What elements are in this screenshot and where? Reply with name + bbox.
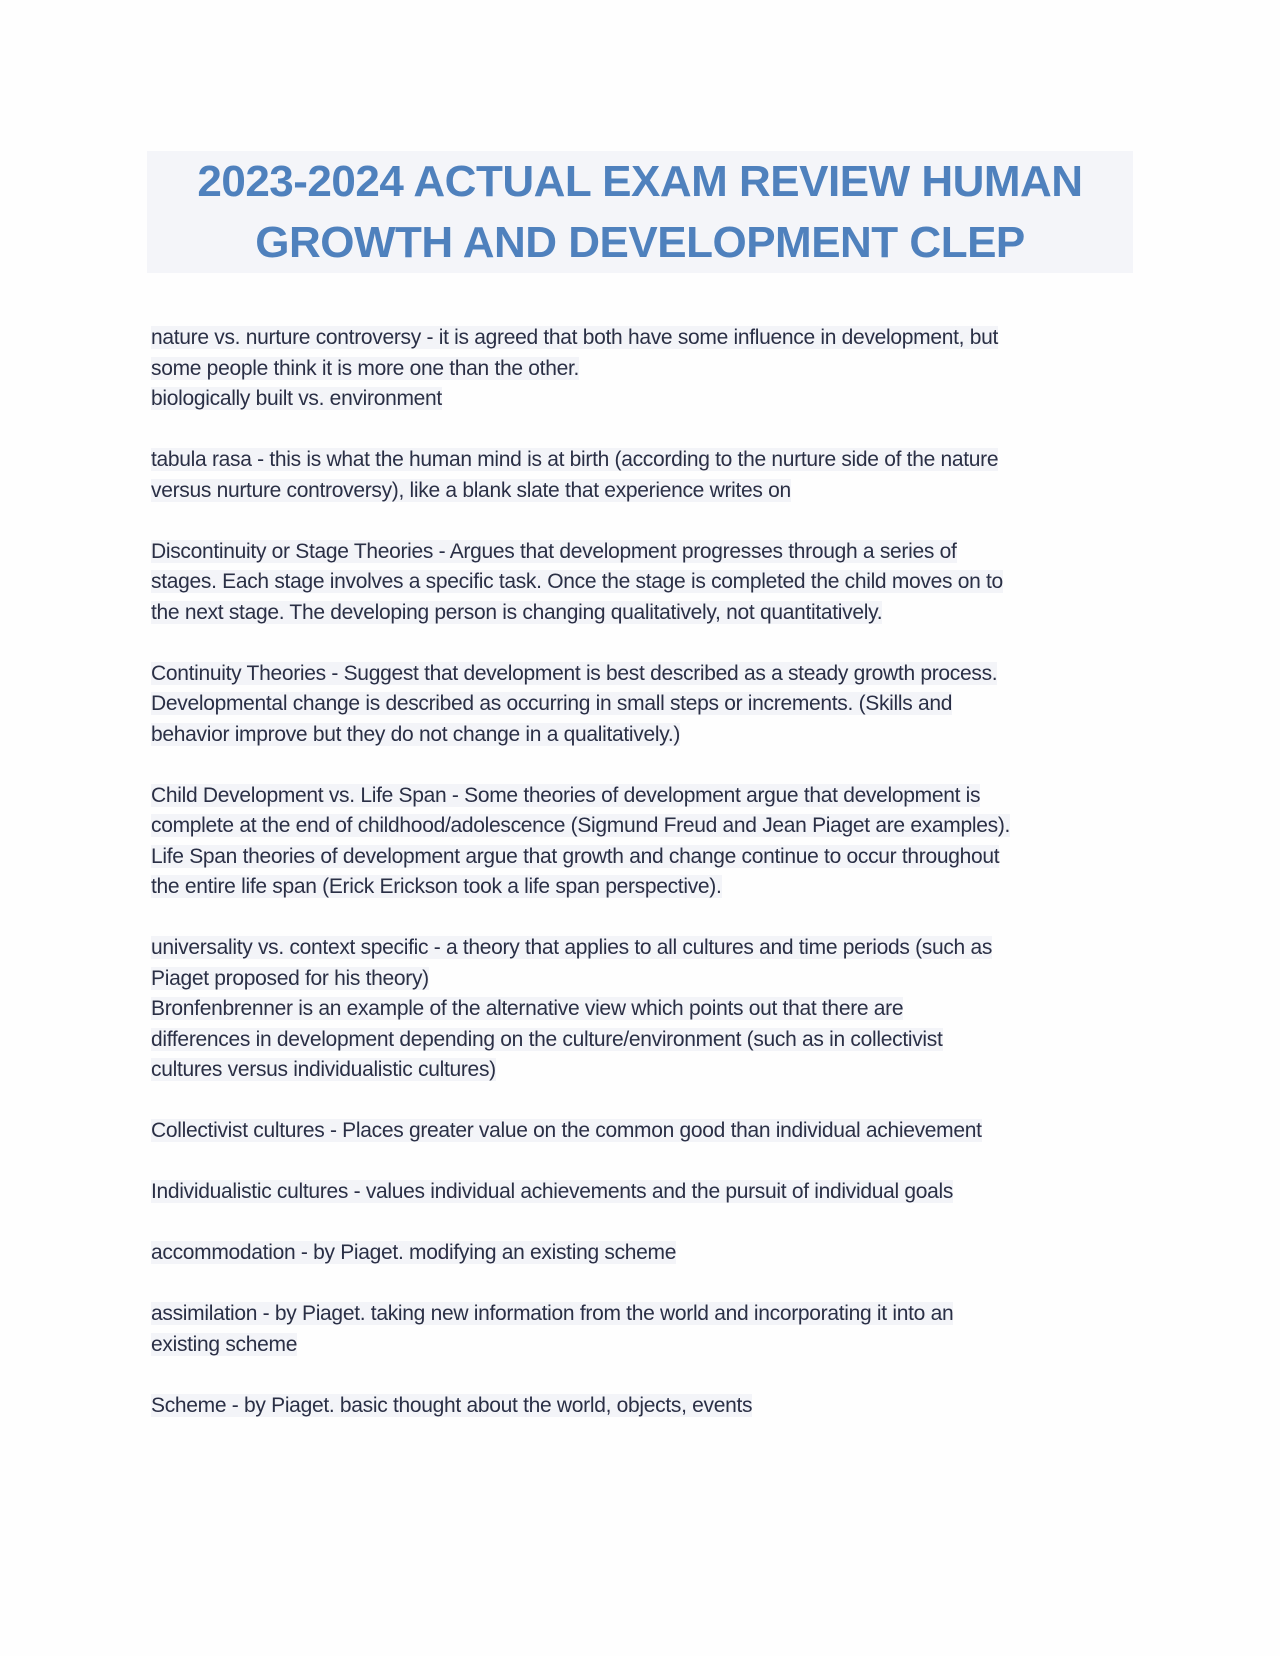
entry-text-line: complete at the end of childhood/adolescence (Sigmund Freud and Jean Piaget are examples). <box>151 814 1011 837</box>
entry-text-line: assimilation - by Piaget. taking new information from the world and incorporating it into an <box>151 1302 954 1325</box>
entry-text-line: Developmental change is described as occurring in small steps or increments. (Skills and <box>151 692 953 715</box>
entry-text-line: universality vs. context specific - a theory that applies to all cultures and time periods (such as <box>151 936 993 959</box>
entry-child-development-vs-life-span <box>151 781 1141 903</box>
entry-text-line: Individualistic cultures - values individual achievements and the pursuit of individual goals <box>151 1180 954 1203</box>
entry-text-line: biologically built vs. environment <box>151 387 442 410</box>
entry-text-line: behavior improve but they do not change in a qualitatively.) <box>151 722 681 746</box>
entry-nature-vs-nurture <box>151 323 1141 415</box>
title-line-2: GROWTH AND DEVELOPMENT CLEP <box>255 218 1025 267</box>
entry-text-line: the entire life span (Erick Erickson took a life span perspective). <box>151 875 722 898</box>
entry-text-line: Collectivist cultures - Places greater value on the common good than individual achievement <box>151 1119 982 1142</box>
entry-text-line: existing scheme <box>151 1332 298 1356</box>
entry-text-line: Bronfenbrenner is an example of the alternative view which points out that there are <box>151 997 904 1020</box>
entry-text-line: Discontinuity or Stage Theories - Argues that development progresses through a series of <box>151 539 957 563</box>
entry-collectivist-cultures <box>151 1116 1141 1147</box>
entry-individualistic-cultures <box>151 1177 1141 1208</box>
entry-text-line: differences in development depending on the culture/environment (such as in collectivist <box>151 1027 943 1051</box>
entry-text-line: stages. Each stage involves a specific task. Once the stage is completed the child moves on to <box>151 570 1003 593</box>
entry-text-line: cultures versus individualistic cultures) <box>151 1058 496 1081</box>
title-line-1: 2023-2024 ACTUAL EXAM REVIEW HUMAN <box>197 157 1083 206</box>
entry-text-line: Continuity Theories - Suggest that development is best described as a steady growth process. <box>151 661 998 685</box>
entry-text-line: versus nurture controversy), like a blank slate that experience writes on <box>151 478 791 502</box>
entry-universality-vs-context <box>151 933 1141 1086</box>
entry-text-line: tabula rasa - this is what the human mind is at birth (according to the nurture side of the nature <box>151 448 999 471</box>
document-body <box>151 323 1141 1452</box>
entry-text-line: the next stage. The developing person is changing qualitatively, not quantitatively. <box>151 600 883 624</box>
entry-text-line: Child Development vs. Life Span - Some theories of development argue that development is <box>151 783 981 807</box>
document-title <box>197 151 1082 273</box>
entry-accommodation <box>151 1238 1141 1269</box>
entry-continuity-theories <box>151 659 1141 751</box>
document-title-block <box>147 151 1133 273</box>
entry-scheme <box>151 1391 1141 1422</box>
entry-text-line: Piaget proposed for his theory) <box>151 966 429 990</box>
entry-tabula-rasa <box>151 445 1141 506</box>
entry-text-line: Life Span theories of development argue that growth and change continue to occur throughout <box>151 844 1000 868</box>
entry-assimilation <box>151 1299 1141 1360</box>
entry-text-line: Scheme - by Piaget. basic thought about the world, objects, events <box>151 1393 753 1417</box>
entry-text-line: nature vs. nurture controversy - it is agreed that both have some influence in development, but <box>151 326 998 349</box>
entry-text-line: accommodation - by Piaget. modifying an existing scheme <box>151 1241 677 1264</box>
entry-text-line: some people think it is more one than the other. <box>151 356 580 380</box>
entry-discontinuity-theories <box>151 537 1141 629</box>
